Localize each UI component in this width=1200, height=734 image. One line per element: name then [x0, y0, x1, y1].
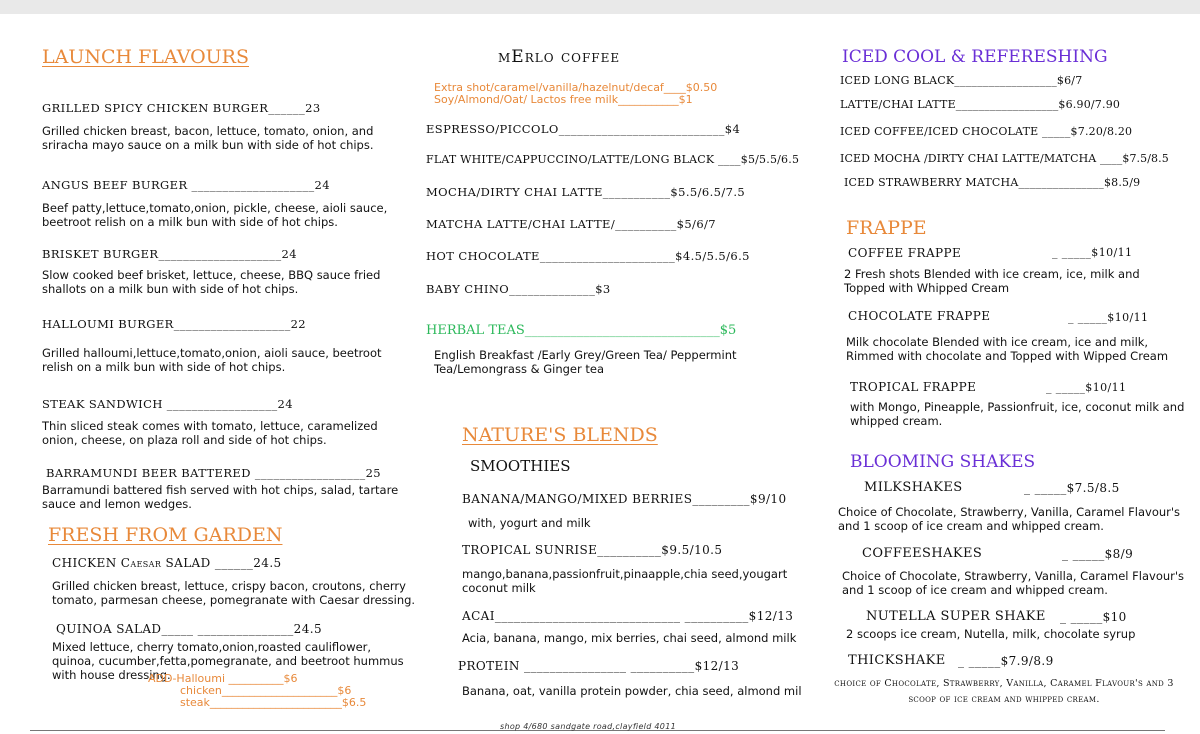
iced-item: LATTE/CHAI LATTE__________________$6.90/7.90 — [840, 98, 1121, 111]
menu-item-name: ANGUS BEEF BURGER ____________________24 — [42, 178, 330, 192]
herbal-teas-desc: English Breakfast /Early Grey/Green Tea/ Peppermint Tea/Lemongrass & Ginger tea — [434, 348, 737, 376]
smoothie-name: TROPICAL SUNRISE__________$9.5/10.5 — [462, 543, 723, 557]
menu-item-desc: Thin sliced steak comes with tomato, lettuce, caramelized onion, cheese, on plaza roll and side of hot chips. — [42, 419, 378, 447]
shake-name: THICKSHAKE — [848, 653, 946, 668]
shake-price: _ _____$7.5/8.5 — [1024, 481, 1120, 495]
blooming-shakes-heading: BLOOMING SHAKES — [850, 452, 1036, 472]
launch-flavours-heading: LAUNCH FLAVOURS — [42, 46, 249, 68]
shake-price: _ _____$8/9 — [1062, 547, 1134, 561]
smoothie-desc: Banana, oat, vanilla protein powder, chia seed, almond mil — [462, 684, 802, 698]
frappe-desc: 2 Fresh shots Blended with ice cream, ice, milk and Topped with Whipped Cream — [844, 267, 1140, 295]
shake-price: _ _____$7.9/8.9 — [958, 654, 1054, 668]
merlo-coffee-heading: mErlo coffee — [498, 47, 621, 67]
iced-item: ICED STRAWBERRY MATCHA_______________$8.5/9 — [844, 176, 1141, 189]
menu-item-desc: Beef patty,lettuce,tomato,onion, pickle, cheese, aioli sauce, beetroot relish on a milk bun with side of hot chips. — [42, 201, 388, 229]
menu-item-name: HALLOUMI BURGER___________________22 — [42, 317, 307, 331]
menu-item-name: BARRAMUNDI BEER BATTERED __________________25 — [46, 466, 382, 480]
frappe-name: CHOCOLATE FRAPPE — [848, 309, 991, 323]
menu-item-name: GRILLED SPICY CHICKEN BURGER______23 — [42, 101, 321, 115]
frappe-desc: Milk chocolate Blended with ice cream, ice and milk, Rimmed with chocolate and Topped with Wipped Cream — [846, 335, 1169, 363]
menu-sheet — [0, 14, 1200, 734]
coffee-item: HOT CHOCOLATE______________________$4.5/5.5/6.5 — [426, 249, 750, 263]
iced-item: ICED COFFEE/ICED CHOCOLATE _____$7.20/8.20 — [840, 125, 1133, 138]
shake-desc: Choice of Chocolate, Strawberry, Vanilla, Caramel Flavour's and 1 scoop of ice cream and whipped cream. — [842, 569, 1185, 597]
shake-name: COFFEESHAKES — [862, 546, 983, 561]
iced-item: ICED LONG BLACK__________________$6/7 — [840, 74, 1083, 87]
menu-item-desc: Grilled chicken breast, lettuce, crispy bacon, croutons, cherry tomato, parmesan cheese, pomegranate with Caesar dressing. — [52, 579, 416, 607]
smoothie-desc: Acia, banana, mango, mix berries, chai seed, almond milk — [462, 631, 797, 645]
shake-desc: Choice of Chocolate, Strawberry, Vanilla, Caramel Flavour's and 1 scoop of ice cream and whipped cream. — [838, 505, 1181, 533]
menu-item-desc: Mixed lettuce, cherry tomato,onion,roasted cauliflower, quinoa, cucumber,fetta,pomegranate, and beetroot hummus with house dressing. — [52, 640, 404, 682]
frappe-name: COFFEE FRAPPE — [848, 246, 962, 260]
milk-options-line: Soy/Almond/Oat/ Lactos free milk___________$1 — [434, 93, 693, 106]
coffee-item: BABY CHINO______________$3 — [426, 282, 611, 296]
fresh-from-garden-heading: FRESH FROM GARDEN — [48, 524, 283, 546]
coffee-item: FLAT WHITE/CAPPUCCINO/LATTE/LONG BLACK ____$5/5.5/6.5 — [426, 153, 800, 166]
frappe-desc: with Mongo, Pineapple, Passionfruit, ice, coconut milk and whipped cream. — [850, 400, 1185, 428]
extras-line: Extra shot/caramel/vanilla/hazelnut/decaf____$0.50 — [434, 81, 718, 94]
frappe-price: _ _____$10/11 — [1046, 381, 1127, 394]
smoothie-name: ACAI_____________________________ __________$12/13 — [462, 609, 794, 623]
frappe-heading: FRAPPE — [846, 217, 927, 239]
smoothie-name: BANANA/MANGO/MIXED BERRIES_________$9/10 — [462, 492, 787, 506]
shake-price: _ _____$10 — [1060, 610, 1127, 624]
menu-item-desc: Barramundi battered fish served with hot chips, salad, tartare sauce and lemon wedges. — [42, 483, 399, 511]
addon-chicken: chicken_____________________$6 — [180, 684, 352, 697]
menu-item-desc: Grilled chicken breast, bacon, lettuce, tomato, onion, and sriracha mayo sauce on a milk bun with side of hot chips. — [42, 124, 374, 152]
shake-name: MILKSHAKES — [864, 480, 963, 495]
natures-blends-heading: NATURE'S BLENDS — [462, 424, 658, 446]
addon-halloumi: ADD-Halloumi __________$6 — [148, 672, 298, 685]
menu-item-name: CHICKEN Caesar SALAD ______24.5 — [52, 556, 282, 570]
smoothie-desc: mango,banana,passionfruit,pinaapple,chia seed,yougart coconut milk — [462, 567, 788, 595]
menu-item-name: BRISKET BURGER____________________24 — [42, 247, 297, 261]
coffee-item: MOCHA/DIRTY CHAI LATTE___________$5.5/6.5/7.5 — [426, 185, 746, 199]
herbal-teas-heading: HERBAL TEAS______________________________$5 — [426, 323, 737, 338]
shake-name: NUTELLA SUPER SHAKE — [866, 609, 1046, 624]
shake-desc: 2 scoops ice cream, Nutella, milk, chocolate syrup — [846, 627, 1136, 641]
iced-heading: ICED COOL & REFERESHING — [842, 47, 1108, 67]
addon-steak: steak________________________$6.5 — [180, 696, 367, 709]
menu-item-name: QUINOA SALAD_____ _______________24.5 — [56, 622, 322, 636]
frappe-price: _ _____$10/11 — [1052, 246, 1133, 259]
shake-desc: choice of Chocolate, Strawberry, Vanilla, Caramel Flavour's and 3 scoop of ice cream and whipped cream. — [834, 678, 1174, 705]
smoothies-heading: SMOOTHIES — [470, 457, 571, 475]
smoothie-desc: with, yogurt and milk — [468, 516, 591, 530]
iced-item: ICED MOCHA /DIRTY CHAI LATTE/MATCHA ____$7.5/8.5 — [840, 152, 1169, 165]
coffee-item: ESPRESSO/PICCOLO___________________________$4 — [426, 122, 741, 136]
frappe-price: _ _____$10/11 — [1068, 311, 1149, 324]
coffee-item: MATCHA LATTE/CHAI LATTE/__________$5/6/7 — [426, 217, 717, 231]
smoothie-name: PROTEIN ________________ __________$12/13 — [458, 659, 740, 673]
menu-item-desc: Slow cooked beef brisket, lettuce, cheese, BBQ sauce fried shallots on a milk bun with side of hot chips. — [42, 268, 381, 296]
frappe-name: TROPICAL FRAPPE — [850, 380, 977, 394]
menu-item-name: STEAK SANDWICH __________________24 — [42, 397, 293, 411]
footer-address: shop 4/680 sandgate road,clayfield 4011 — [500, 722, 676, 731]
menu-item-desc: Grilled halloumi,lettuce,tomato,onion, aioli sauce, beetroot relish on a milk bun with side of hot chips. — [42, 346, 382, 374]
